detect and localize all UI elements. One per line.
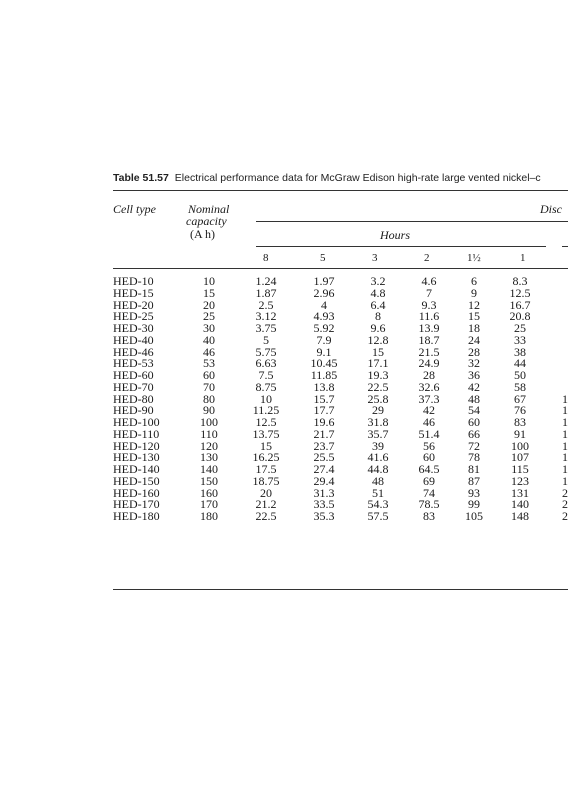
table-cell-h3: 12.8 xyxy=(367,332,389,347)
table-cell-h1: 115 xyxy=(511,462,529,476)
table-cell-type: HED-53 xyxy=(113,356,154,371)
table-cell-h8: 10 xyxy=(260,391,272,406)
table-cell-type: HED-10 xyxy=(113,274,154,288)
table-cell-h5: 13.8 xyxy=(313,379,335,394)
table-cell-type: HED-150 xyxy=(113,473,160,488)
table-cell-h8: 22.5 xyxy=(255,509,277,523)
table-cell-h5: 1.97 xyxy=(313,274,335,288)
table-cell-h1-5: 36 xyxy=(468,368,480,382)
table-cell-type: HED-80 xyxy=(113,391,154,406)
table-cell-partial xyxy=(562,358,568,370)
table-cell-h1-5: 18 xyxy=(468,321,480,335)
table-cell-partial: 1 xyxy=(562,426,568,441)
table-cell-capacity: 160 xyxy=(200,485,218,500)
table-cell-partial xyxy=(562,288,568,300)
table-cell-h5: 4 xyxy=(321,297,327,312)
hour-col-8: 8 xyxy=(263,252,269,264)
header-hours: Hours xyxy=(380,228,411,242)
table-cell-h8: 5 xyxy=(263,332,269,347)
table-cell-h2: 9.3 xyxy=(421,297,437,312)
table-cell-h3: 44.8 xyxy=(367,462,389,476)
table-cell-h5: 2.96 xyxy=(313,285,335,300)
table-cell-h3: 57.5 xyxy=(367,509,389,523)
table-cell-h2: 64.5 xyxy=(418,462,440,476)
col-partial xyxy=(562,276,568,523)
table-cell-h3: 41.6 xyxy=(367,450,389,465)
header-bottom-rule xyxy=(113,268,568,269)
table-cell-h2: 56 xyxy=(423,438,435,453)
table-cell-capacity: 15 xyxy=(203,285,215,300)
table-cell-partial: 1 xyxy=(562,462,568,476)
table-cell-h1: 140 xyxy=(511,497,529,512)
table-cell-h1: 131 xyxy=(511,485,529,500)
table-cell-h8: 20 xyxy=(260,485,272,500)
table-cell-h1-5: 105 xyxy=(465,509,483,523)
table-cell-h1: 91 xyxy=(514,426,526,441)
table-cell-h1-5: 15 xyxy=(468,309,480,324)
table-cell-h1: 33 xyxy=(514,332,526,347)
table-cell-h3: 6.4 xyxy=(370,297,386,312)
table-cell-type: HED-180 xyxy=(113,509,160,523)
col-1-5h xyxy=(459,276,489,523)
table-cell-capacity: 40 xyxy=(203,332,215,347)
table-cell-capacity: 25 xyxy=(203,309,215,324)
table-cell-h2: 13.9 xyxy=(418,321,440,335)
table-cell-capacity: 20 xyxy=(203,297,215,312)
table-cell-h1: 107 xyxy=(511,450,529,465)
table-cell-h3: 25.8 xyxy=(367,391,389,406)
table-cell-partial: 2 xyxy=(562,497,568,512)
table-cell-h2: 28 xyxy=(423,368,435,382)
table-cell-h2: 69 xyxy=(423,473,435,488)
table-cell-h8: 16.25 xyxy=(252,450,280,465)
table-cell-h2: 83 xyxy=(423,509,435,523)
table-cell-type: HED-25 xyxy=(113,309,154,324)
table-cell-h3: 29 xyxy=(372,403,384,418)
table-cell-h1-5: 28 xyxy=(468,344,480,359)
table-cell-h2: 11.6 xyxy=(418,309,440,324)
table-cell-h2: 4.6 xyxy=(421,274,437,288)
table-cell-capacity: 53 xyxy=(203,356,215,371)
table-cell-h1: 83 xyxy=(514,415,526,429)
table-cell-h5: 19.6 xyxy=(313,415,335,429)
table-cell-h3: 54.3 xyxy=(367,497,389,512)
table-cell-h2: 46 xyxy=(423,415,435,429)
col-2h xyxy=(411,276,447,523)
table-title: Electrical performance data for McGraw Edison high-rate large vented nickel–c xyxy=(174,172,541,184)
table-cell-h2: 74 xyxy=(423,485,435,500)
table-cell-h1: 25 xyxy=(514,321,526,335)
table-cell-capacity: 170 xyxy=(200,497,218,512)
table-cell-h5: 17.7 xyxy=(313,403,335,418)
table-cell-type: HED-120 xyxy=(113,438,160,453)
table-cell-h2: 18.7 xyxy=(418,332,440,347)
table-cell-h1-5: 81 xyxy=(468,462,480,476)
table-cell-h1: 38 xyxy=(514,344,526,359)
table-cell-partial: 1 xyxy=(562,473,568,488)
table-cell-capacity: 150 xyxy=(200,473,218,488)
table-cell-capacity: 130 xyxy=(200,450,218,465)
table-cell-h1: 16.7 xyxy=(509,297,531,312)
table-cell-h3: 19.3 xyxy=(367,368,389,382)
table-cell-h1-5: 72 xyxy=(468,438,480,453)
table-cell-capacity: 180 xyxy=(200,509,218,523)
header-capacity-unit: (A h) xyxy=(190,227,215,241)
table-cell-h3: 3.2 xyxy=(370,274,386,288)
table-cell-h1-5: 87 xyxy=(468,473,480,488)
table-cell-h1-5: 6 xyxy=(471,274,477,288)
table-cell-h5: 5.92 xyxy=(313,321,335,335)
table-cell-type: HED-140 xyxy=(113,462,160,476)
table-cell-h8: 13.75 xyxy=(252,426,280,441)
table-cell-h5: 10.45 xyxy=(310,356,338,371)
hour-col-1-5: 1½ xyxy=(467,252,481,264)
header-cell-type: Cell type xyxy=(113,202,156,216)
table-cell-h2: 32.6 xyxy=(418,379,440,394)
table-number: Table 51.57 xyxy=(113,172,169,184)
table-cell-capacity: 90 xyxy=(203,403,215,418)
header-nominal: Nominal xyxy=(188,202,230,216)
table-cell-h5: 25.5 xyxy=(313,450,335,465)
table-cell-partial xyxy=(562,300,568,312)
table-cell-h5: 9.1 xyxy=(316,344,332,359)
table-cell-h5: 35.3 xyxy=(313,509,335,523)
table-cell-h3: 31.8 xyxy=(367,415,389,429)
table-cell-h1: 44 xyxy=(514,356,526,371)
table-cell-h8: 18.75 xyxy=(252,473,280,488)
table-cell-h8: 7.5 xyxy=(258,368,274,382)
table-cell-h8: 17.5 xyxy=(255,462,277,476)
table-cell-type: HED-90 xyxy=(113,403,154,418)
table-cell-h8: 5.75 xyxy=(255,344,277,359)
table-caption xyxy=(113,172,541,184)
table-cell-capacity: 46 xyxy=(203,344,215,359)
table-cell-h5: 7.9 xyxy=(316,332,332,347)
bottom-rule xyxy=(113,589,568,590)
table-cell-h1: 67 xyxy=(514,391,526,406)
table-cell-h1-5: 24 xyxy=(468,332,480,347)
table-cell-h3: 8 xyxy=(375,309,381,324)
table-cell-capacity: 80 xyxy=(203,391,215,406)
col-1h xyxy=(502,276,538,523)
top-rule xyxy=(113,190,568,191)
table-cell-partial xyxy=(562,276,568,288)
table-cell-h8: 1.87 xyxy=(255,285,277,300)
table-cell-h3: 39 xyxy=(372,438,384,453)
col-3h xyxy=(360,276,396,523)
table-cell-partial xyxy=(562,370,568,382)
table-cell-h3: 35.7 xyxy=(367,426,389,441)
table-cell-h5: 33.5 xyxy=(313,497,335,512)
table-cell-h1: 20.8 xyxy=(509,309,531,324)
table-cell-h2: 51.4 xyxy=(418,426,440,441)
table-cell-h5: 11.85 xyxy=(310,368,338,382)
table-cell-h2: 21.5 xyxy=(418,344,440,359)
table-cell-type: HED-170 xyxy=(113,497,160,512)
hour-col-1: 1 xyxy=(520,252,526,264)
col-cell-type xyxy=(113,276,183,523)
table-cell-h5: 4.93 xyxy=(313,309,335,324)
table-cell-h3: 22.5 xyxy=(367,379,389,394)
table-cell-h1-5: 66 xyxy=(468,426,480,441)
table-cell-capacity: 10 xyxy=(203,274,215,288)
table-cell-type: HED-30 xyxy=(113,321,154,335)
table-cell-h1: 148 xyxy=(511,509,529,523)
table-cell-type: HED-130 xyxy=(113,450,160,465)
table-cell-h8: 21.2 xyxy=(255,497,277,512)
table-cell-h1: 76 xyxy=(514,403,526,418)
table-cell-h8: 12.5 xyxy=(255,415,277,429)
table-cell-type: HED-70 xyxy=(113,379,154,394)
table-cell-h3: 17.1 xyxy=(367,356,389,371)
table-cell-h1: 100 xyxy=(511,438,529,453)
header-discharge: Disc xyxy=(540,202,562,216)
table-cell-h1-5: 32 xyxy=(468,356,480,371)
table-cell-h1-5: 93 xyxy=(468,485,480,500)
table-cell-type: HED-46 xyxy=(113,344,154,359)
table-cell-h8: 15 xyxy=(260,438,272,453)
table-cell-type: HED-40 xyxy=(113,332,154,347)
table-cell-type: HED-60 xyxy=(113,368,154,382)
table-cell-partial xyxy=(562,311,568,323)
hour-col-5: 5 xyxy=(320,252,326,264)
header-capacity: capacity xyxy=(186,214,227,228)
table-cell-h1-5: 42 xyxy=(468,379,480,394)
hours-rule-partial xyxy=(562,246,568,247)
table-cell-h3: 4.8 xyxy=(370,285,386,300)
table-cell-capacity: 100 xyxy=(200,415,218,429)
table-cell-partial: 2 xyxy=(562,509,568,523)
table-cell-h1-5: 99 xyxy=(468,497,480,512)
table-cell-partial: 1 xyxy=(562,450,568,465)
table-cell-capacity: 110 xyxy=(200,426,218,441)
table-cell-h3: 15 xyxy=(372,344,384,359)
table-cell-h2: 24.9 xyxy=(418,356,440,371)
table-cell-h8: 3.75 xyxy=(255,321,277,335)
table-cell-h8: 2.5 xyxy=(258,297,274,312)
table-cell-h1: 8.3 xyxy=(512,274,528,288)
table-cell-partial: 1 xyxy=(562,403,568,418)
table-cell-type: HED-110 xyxy=(113,426,160,441)
table-cell-h1-5: 60 xyxy=(468,415,480,429)
col-5h xyxy=(305,276,343,523)
table-cell-h3: 51 xyxy=(372,485,384,500)
table-cell-partial xyxy=(562,323,568,335)
table-cell-h3: 48 xyxy=(372,473,384,488)
table-cell-h1: 58 xyxy=(514,379,526,394)
table-cell-capacity: 30 xyxy=(203,321,215,335)
table-cell-h1-5: 54 xyxy=(468,403,480,418)
table-cell-h2: 60 xyxy=(423,450,435,465)
table-cell-type: HED-160 xyxy=(113,485,160,500)
table-cell-h1-5: 78 xyxy=(468,450,480,465)
table-cell-h2: 42 xyxy=(423,403,435,418)
table-cell-capacity: 140 xyxy=(200,462,218,476)
table-cell-h5: 27.4 xyxy=(313,462,335,476)
table-cell-h1-5: 48 xyxy=(468,391,480,406)
table-cell-partial xyxy=(562,335,568,347)
hour-col-3: 3 xyxy=(372,252,378,264)
table-cell-h5: 21.7 xyxy=(313,426,335,441)
discharge-rule xyxy=(256,221,568,222)
table-cell-type: HED-100 xyxy=(113,415,160,429)
table-cell-h5: 15.7 xyxy=(313,391,335,406)
table-cell-h3: 9.6 xyxy=(370,321,386,335)
table-cell-h1: 12.5 xyxy=(509,285,531,300)
table-cell-h8: 6.63 xyxy=(255,356,277,371)
table-cell-h1-5: 12 xyxy=(468,297,480,312)
table-cell-partial: 1 xyxy=(562,391,568,406)
table-cell-h2: 7 xyxy=(426,285,432,300)
table-cell-capacity: 70 xyxy=(203,379,215,394)
table-cell-h8: 3.12 xyxy=(255,309,277,324)
table-cell-capacity: 120 xyxy=(200,438,218,453)
table-cell-partial: 2 xyxy=(562,485,568,500)
table-cell-h2: 37.3 xyxy=(418,391,440,406)
table-cell-h5: 23.7 xyxy=(313,438,335,453)
hours-rule xyxy=(256,246,546,247)
table-cell-h8: 1.24 xyxy=(255,274,277,288)
table-cell-partial xyxy=(562,347,568,359)
hour-col-2: 2 xyxy=(424,252,430,264)
col-8h xyxy=(248,276,284,523)
table-cell-h2: 78.5 xyxy=(418,497,440,512)
table-cell-type: HED-20 xyxy=(113,297,154,312)
table-cell-capacity: 60 xyxy=(203,368,215,382)
col-capacity xyxy=(190,276,228,523)
table-cell-h8: 8.75 xyxy=(255,379,277,394)
table-cell-h5: 29.4 xyxy=(313,473,335,488)
table-cell-h1-5: 9 xyxy=(471,285,477,300)
table-cell-h5: 31.3 xyxy=(313,485,335,500)
table-cell-partial: 1 xyxy=(562,438,568,453)
table-cell-h1: 50 xyxy=(514,368,526,382)
table-cell-type: HED-15 xyxy=(113,285,154,300)
table-cell-partial: 1 xyxy=(562,415,568,429)
table-cell-h1: 123 xyxy=(511,473,529,488)
table-cell-h8: 11.25 xyxy=(252,403,280,418)
